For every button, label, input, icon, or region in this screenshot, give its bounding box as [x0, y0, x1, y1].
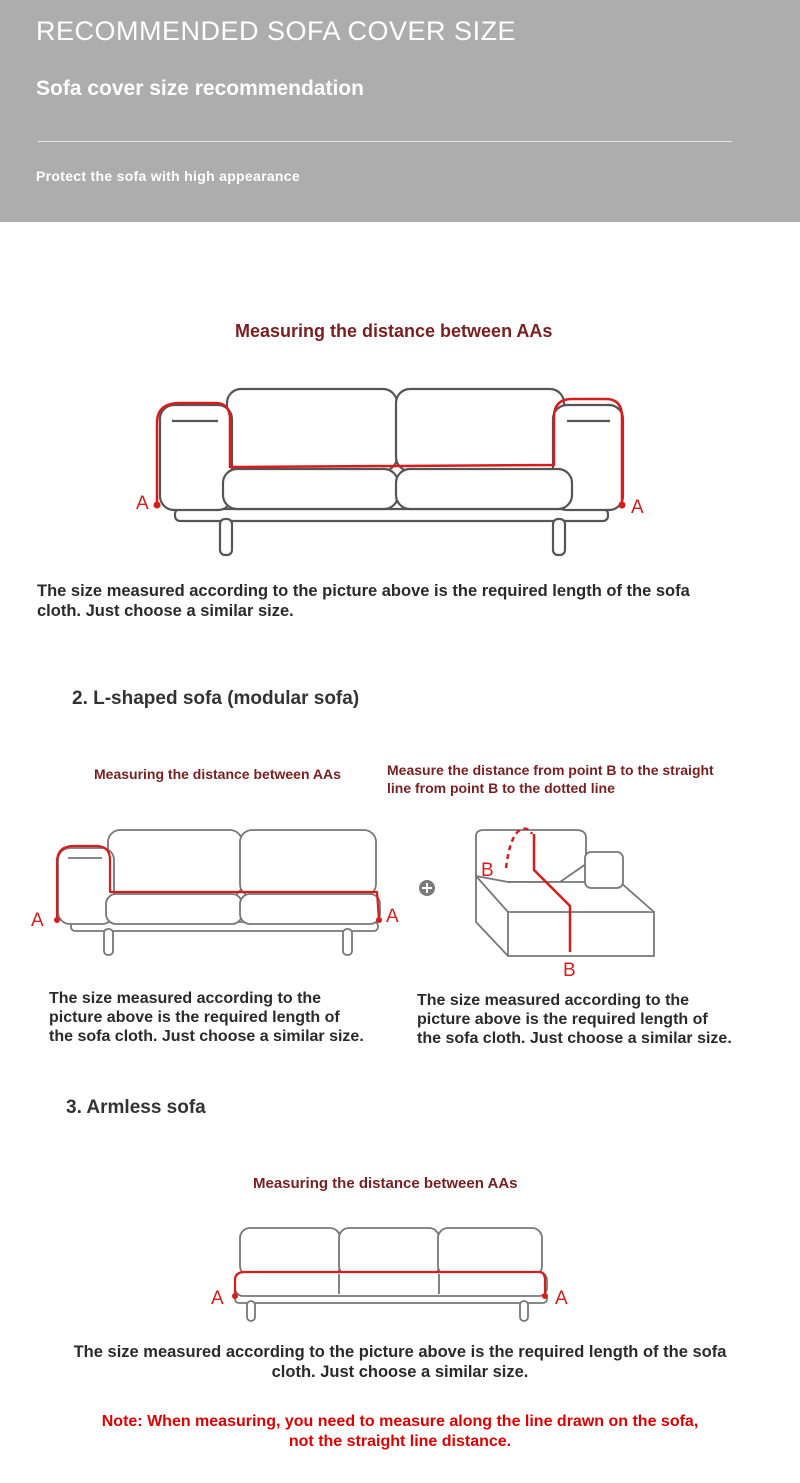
section2-right-caption-line1: Measure the distance from point B to the straight	[387, 762, 714, 778]
sofa1-label-a-left: A	[136, 493, 149, 514]
section2-left-description-line1: The size measured according to the	[49, 990, 322, 1007]
sofa-diagram-3	[205, 1222, 585, 1327]
sofa3-label-a-left: A	[211, 1288, 224, 1309]
sofa1-back-right	[396, 389, 564, 471]
section3-heading: 3. Armless sofa	[66, 1097, 206, 1118]
page-subtitle: Sofa cover size recommendation	[36, 77, 364, 100]
section3-description-line2: cloth. Just choose a similar size.	[271, 1363, 529, 1381]
sofa2-label-b-top: B	[481, 860, 494, 881]
measuring-note-line1: Note: When measuring, you need to measure along the line drawn on the sofa,	[101, 1413, 699, 1430]
measuring-note-line2: not the straight line distance.	[288, 1433, 512, 1450]
header-tagline: Protect the sofa with high appearance	[36, 168, 300, 184]
section1-description-line2: cloth. Just choose a similar size.	[37, 602, 294, 620]
section2-right-description-line1: The size measured according to the	[417, 992, 690, 1009]
sofa2-label-b-bottom: B	[563, 960, 576, 981]
plus-circle-icon	[418, 879, 436, 897]
sofa1-seat-right	[396, 469, 572, 509]
section2-left-caption: Measuring the distance between AAs	[94, 766, 341, 782]
sofa-diagram-1	[130, 385, 660, 560]
section2-left-description-line3: the sofa cloth. Just choose a similar size.	[49, 1028, 364, 1045]
sofa-diagram-2-left	[28, 826, 408, 961]
sofa1-point-left	[154, 502, 161, 509]
sofa3-label-a-right: A	[555, 1288, 568, 1309]
sofa2-label-a-right: A	[386, 906, 399, 927]
header-divider	[38, 141, 732, 142]
section2-left-description-line2: picture above is the required length of	[49, 1009, 340, 1026]
section3-caption: Measuring the distance between AAs	[253, 1175, 518, 1192]
sofa2-label-a-left: A	[31, 910, 44, 931]
page-title: RECOMMENDED SOFA COVER SIZE	[36, 16, 517, 46]
section3-description-line1: The size measured according to the picture above is the required length of the sofa	[73, 1343, 727, 1361]
sofa1-point-right	[619, 502, 626, 509]
sofa1-seat-left	[223, 469, 398, 509]
section1-description-line1: The size measured according to the picture above is the required length of the sofa	[37, 582, 690, 600]
section2-right-description-line2: picture above is the required length of	[417, 1011, 708, 1028]
sofa1-label-a-right: A	[631, 497, 644, 518]
sofa1-base	[175, 509, 608, 521]
section2-right-description-line3: the sofa cloth. Just choose a similar size.	[417, 1030, 732, 1047]
sofa-diagram-2-right	[470, 822, 660, 982]
section2-right-caption-line2: line from point B to the dotted line	[387, 780, 615, 796]
sofa1-leg-left	[220, 519, 232, 555]
sofa1-back-left	[227, 389, 397, 471]
section2-heading: 2. L-shaped sofa (modular sofa)	[72, 688, 360, 709]
header-banner	[0, 0, 800, 222]
section1-caption: Measuring the distance between AAs	[235, 321, 553, 341]
sofa1-leg-right	[553, 519, 565, 555]
